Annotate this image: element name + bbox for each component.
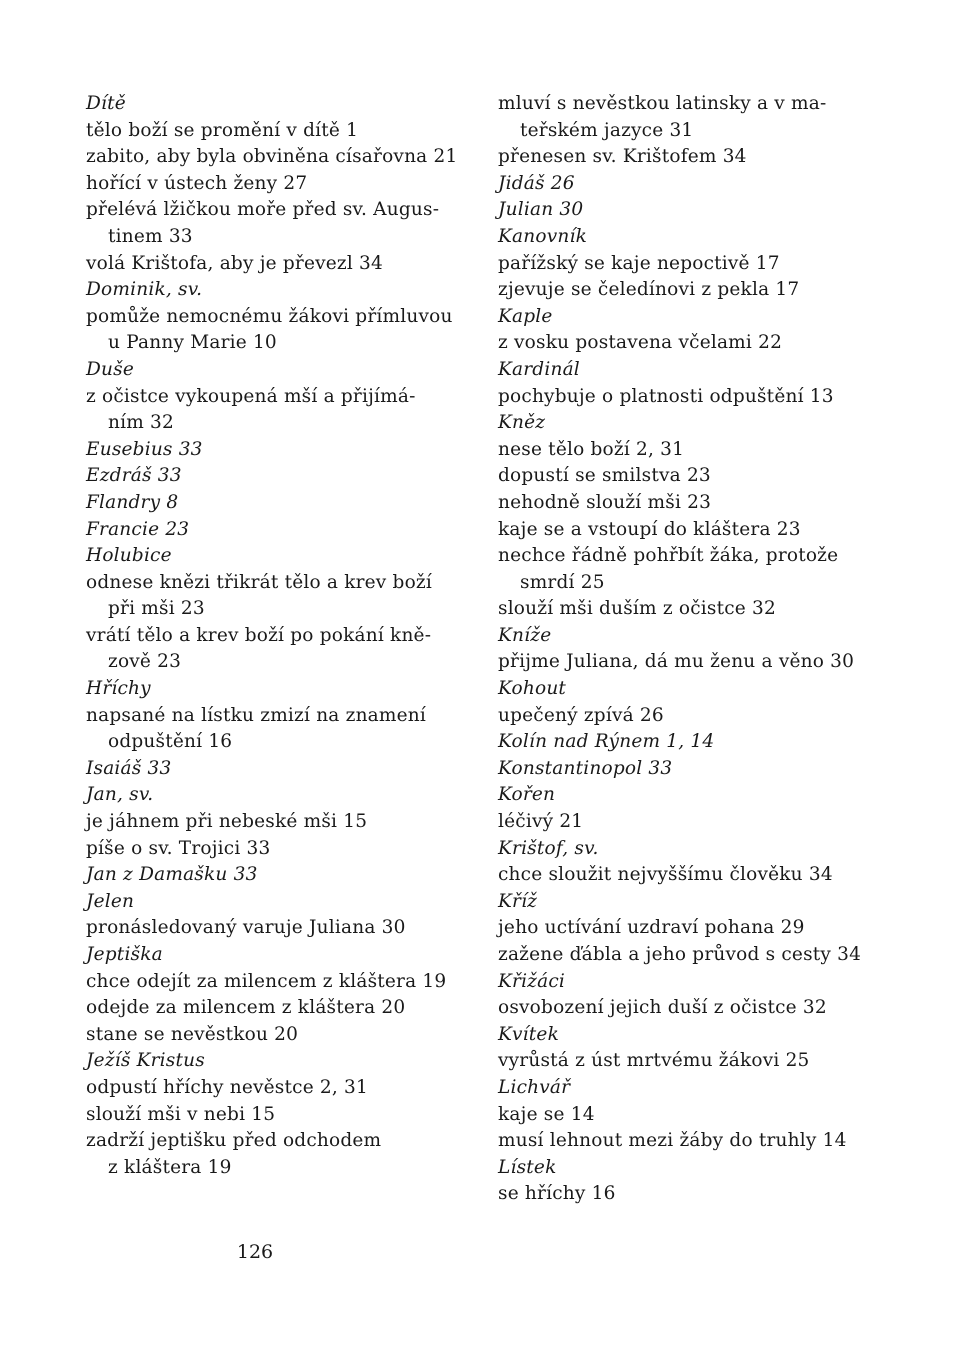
index-subentry: přelévá lžičkou moře před sv. Augus- <box>86 199 440 221</box>
index-heading: Lístek <box>498 1156 557 1178</box>
index-subentry: musí lehnout mezi žáby do truhly 14 <box>498 1130 847 1152</box>
index-heading: Duše <box>86 358 134 380</box>
index-subentry: hořící v ústech ženy 27 <box>86 172 308 194</box>
index-subentry: upečený zpívá 26 <box>498 704 664 726</box>
index-subentry: pronásledovaný varuje Juliana 30 <box>86 917 406 939</box>
index-subentry: přijme Juliana, dá mu ženu a věno 30 <box>498 651 855 673</box>
index-subentry-continuation: teřském jazyce 31 <box>520 119 694 141</box>
index-subentry-continuation: z kláštera 19 <box>108 1156 232 1178</box>
index-subentry: dopustí se smilstva 23 <box>498 465 711 487</box>
index-subentry: vyrůstá z úst mrtvému žákovi 25 <box>498 1050 810 1072</box>
index-heading: Julian 30 <box>498 199 584 221</box>
index-subentry: odpustí hříchy nevěstce 2, 31 <box>86 1076 368 1098</box>
index-subentry: zažene ďábla a jeho průvod s cesty 34 <box>498 944 862 965</box>
index-heading: Isaiáš 33 <box>86 757 172 779</box>
index-subentry: tělo boží se promění v dítě 1 <box>86 119 359 141</box>
index-subentry: pomůže nemocnému žákovi přímluvou <box>86 305 453 327</box>
index-subentry: nese tělo boží 2, 31 <box>498 438 685 460</box>
index-subentry: z očistce vykoupená mší a přijímá- <box>86 385 416 407</box>
index-subentry: slouží mši v nebi 15 <box>86 1103 276 1125</box>
index-heading: Dítě <box>86 93 126 114</box>
index-subentry: píše o sv. Trojici 33 <box>86 837 271 859</box>
index-subentry-continuation: odpuštění 16 <box>108 731 233 753</box>
index-heading: Ezdráš 33 <box>86 465 182 487</box>
index-subentry: pařížský se kaje nepoctivě 17 <box>498 252 780 274</box>
index-heading: Kardinál <box>498 358 580 380</box>
page-number: 126 <box>236 1241 274 1263</box>
index-subentry: jeho uctívání uzdraví pohana 29 <box>498 917 805 939</box>
index-subentry: z vosku postavena včelami 22 <box>498 332 783 354</box>
index-subentry: přenesen sv. Krištofem 34 <box>498 146 747 168</box>
index-heading: Kvítek <box>498 1023 559 1045</box>
index-subentry: slouží mši duším z očistce 32 <box>498 598 776 620</box>
index-heading: Holubice <box>86 545 172 567</box>
index-heading: Ježíš Kristus <box>86 1050 205 1072</box>
index-subentry: mluví s nevěstkou latinsky a v ma- <box>498 93 827 114</box>
index-heading: Jidáš 26 <box>498 172 575 194</box>
index-heading: Kořen <box>498 784 556 806</box>
index-subentry: zabito, aby byla obviněna císařovna 21 <box>86 146 458 168</box>
index-heading: Jan, sv. <box>86 784 154 806</box>
index-subentry: pochybuje o platnosti odpuštění 13 <box>498 385 834 407</box>
index-subentry: kaje se 14 <box>498 1103 595 1125</box>
index-heading: Lichvář <box>498 1076 571 1098</box>
index-heading: Hříchy <box>86 678 151 700</box>
index-subentry-continuation: smrdí 25 <box>520 571 605 593</box>
index-subentry: zadrží jeptišku před odchodem <box>86 1130 382 1152</box>
index-subentry: nechce řádně pohřbít žáka, protože <box>498 545 839 567</box>
index-heading: Eusebius 33 <box>86 438 203 460</box>
index-subentry: vrátí tělo a krev boží po pokání kně- <box>86 624 432 646</box>
index-heading: Jan z Damašku 33 <box>86 864 258 886</box>
index-heading: Kníže <box>498 624 552 646</box>
index-heading: Dominik, sv. <box>86 279 203 301</box>
index-heading: Křižáci <box>498 970 566 992</box>
index-subentry: je jáhnem při nebeské mši 15 <box>86 811 368 833</box>
index-heading: Kohout <box>498 678 567 700</box>
index-heading: Jeptiška <box>86 944 163 965</box>
index-heading: Kanovník <box>498 225 587 247</box>
index-heading: Konstantinopol 33 <box>498 757 673 779</box>
index-subentry-continuation: ním 32 <box>108 412 174 434</box>
index-subentry: se hříchy 16 <box>498 1183 616 1205</box>
index-subentry: odnese knězi třikrát tělo a krev boží <box>86 571 432 593</box>
index-heading: Jelen <box>86 890 135 912</box>
index-heading: Kněz <box>498 412 546 434</box>
index-subentry: zjevuje se čeledínovi z pekla 17 <box>498 279 800 301</box>
index-subentry-continuation: tinem 33 <box>108 225 193 247</box>
index-subentry: napsané na lístku zmizí na znamení <box>86 704 427 726</box>
index-subentry: odejde za milencem z kláštera 20 <box>86 997 406 1019</box>
index-subentry: osvobození jejich duší z očistce 32 <box>498 997 827 1019</box>
index-subentry: nehodně slouží mši 23 <box>498 491 712 513</box>
index-subentry: kaje se a vstoupí do kláštera 23 <box>498 518 801 540</box>
index-heading: Francie 23 <box>86 518 190 540</box>
index-heading: Flandry 8 <box>86 491 179 513</box>
index-heading: Kolín nad Rýnem 1, 14 <box>498 731 715 753</box>
index-subentry: volá Krištofa, aby je převezl 34 <box>86 252 383 274</box>
index-subentry: chce sloužit nejvyššímu člověku 34 <box>498 864 833 886</box>
index-subentry: stane se nevěstkou 20 <box>86 1023 299 1045</box>
index-column-left <box>86 91 456 1181</box>
index-column-right <box>498 91 878 1208</box>
index-subentry-continuation: při mši 23 <box>108 598 205 620</box>
index-subentry-continuation: u Panny Marie 10 <box>108 332 277 354</box>
index-heading: Kříž <box>498 890 538 912</box>
index-heading: Kaple <box>498 305 553 327</box>
index-subentry: chce odejít za milencem z kláštera 19 <box>86 970 447 992</box>
index-subentry-continuation: zově 23 <box>108 651 182 673</box>
index-subentry: léčivý 21 <box>498 811 584 833</box>
index-heading: Krištof, sv. <box>498 837 599 859</box>
